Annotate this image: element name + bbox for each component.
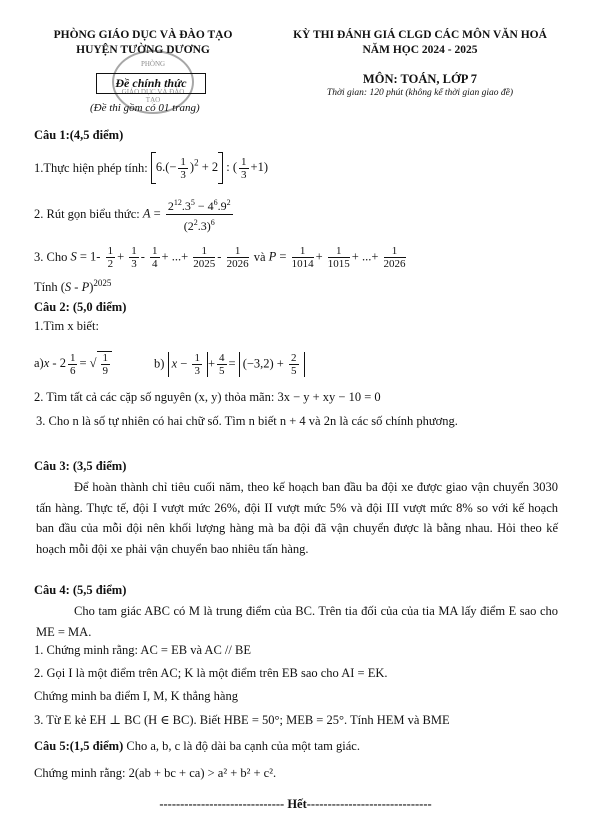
q1-part1-label: 1.Thực hiện phép tính: <box>34 160 148 175</box>
q5-line <box>34 739 360 754</box>
q1-s-expression: S = 1- $\frac{1}{2}$ + $\frac{1}{3}$ - $\frac{1}{4}$ + ...+ $\frac{1}{2025}$ - $\frac{1}{2026}$ <box>70 244 249 270</box>
q2-b-expression: b) x − $\frac{1}{3}$ + $\frac{4}{5}$ = (−3,2) + $\frac{2}{5}$ <box>154 352 304 377</box>
q1-title: Câu 1:(4,5 điểm) <box>34 128 124 142</box>
q1-compute-label: Tính <box>34 280 58 295</box>
q2-part2: 2. Tìm tất cả các cặp số nguyên (x, y) thỏa mãn: 3x − y + xy − 10 = 0 <box>34 390 381 404</box>
q2-title: Câu 2: (5,0 điểm) <box>34 300 127 314</box>
q4-part3: 3. Từ E kẻ EH ⊥ BC (H ∈ BC). Biết HBE = 50°; MEB = 25°. Tính HEM và BME <box>34 713 450 727</box>
stamp-text-mid: GIÁO DỤC VÀ ĐÀO TẠO <box>121 88 185 104</box>
q1-and-word: và <box>253 249 266 264</box>
school-year: NĂM HỌC 2024 - 2025 <box>362 44 478 56</box>
q5-prove: Chứng minh rằng: 2(ab + bc + ca) > a² + b² + c². <box>34 766 277 780</box>
q1-p-expression: P = $\frac{1}{1014}$ + $\frac{1}{1015}$ + ...+ $\frac{1}{2026}$ <box>268 244 406 270</box>
q2-a-expression: a)x - 2 $\frac{1}{6}$ = √ $\frac{1}{9}$ <box>34 351 112 377</box>
q1-part1 <box>34 148 268 188</box>
subject-title: MÔN: TOÁN, LỚP 7 <box>362 72 478 86</box>
q3-body: Để hoàn thành chỉ tiêu cuối năm, theo kế hoạch ban đầu ba đội xe được giao vận chuyển 3030 tấn hàng. Thực tế, đội I vượt mức 26%, đội II vượt mức 5% và đội III vượt mức 8% so với kế hoạch ban đầu của mỗi đội nên khối lượng hàng mà ba đội đã vận chuyển được là bằng nhau. Hỏi theo kế hoạch mỗi đội xe phải vận chuyển bao nhiêu tấn hàng. <box>36 480 558 556</box>
q1-part2 <box>34 193 235 235</box>
q4-part1: 1. Chứng minh rằng: AC = EB và AC // BE <box>34 643 251 657</box>
q2-part3: 3. Cho n là số tự nhiên có hai chữ số. Tìm n biết n + 4 và 2n là các số chính phương. <box>36 414 458 428</box>
stamp-text-top: PHÒNG <box>140 60 166 68</box>
q4-part2-prove: Chứng minh ba điểm I, M, K thẳng hàng <box>34 689 238 703</box>
end-marker: ------------------------------ Hết------------------------------ <box>159 797 432 811</box>
q4-intro: Cho tam giác ABC có M là trung điểm của BC. Trên tia đối của của tia MA lấy điểm E sao cho ME = MA. <box>36 604 558 639</box>
q1-compute-expression: (S - P)$^{2025}$ <box>60 278 112 295</box>
q2-part1-label: 1.Tìm x biết: <box>34 319 99 333</box>
q5-title: Câu 5:(1,5 điểm) <box>34 739 124 753</box>
header-right <box>255 28 585 99</box>
district-name: HUYỆN TƯỜNG DƯƠNG <box>76 44 210 56</box>
q1-part3-compute <box>34 278 111 295</box>
q5-intro: Cho a, b, c là độ dài ba cạnh của một tam giác. <box>126 739 360 753</box>
q2-part1 <box>34 346 305 382</box>
q1-part3 <box>34 240 408 274</box>
q1-calc-expression: 6.(− $\frac{1}{3}$ )$^2$ + 2 : ( $\frac{1}{3}$ +1) <box>151 152 268 184</box>
q1-part2-label: 2. Rút gọn biểu thức: <box>34 206 140 221</box>
time-note: Thời gian: 120 phút (không kể thời gian giao đề) <box>326 88 514 98</box>
q4-part2: 2. Gọi I là một điểm trên AC; K là một điểm trên EB sao cho AI = EK. <box>34 666 388 680</box>
official-exam-label: Đề chính thức <box>96 73 206 94</box>
q1-part3-label: 3. Cho <box>34 249 68 264</box>
q3-title: Câu 3: (3,5 điểm) <box>34 459 127 473</box>
q1-reduce-expression: A = $\frac{2^{12}.3^5 - 4^6.9^2}{(2^2.3)^6}$ <box>143 195 235 234</box>
exam-title: KỲ THI ĐÁNH GIÁ CLGD CÁC MÔN VĂN HOÁ <box>293 29 547 41</box>
department-name: PHÒNG GIÁO DỤC VÀ ĐÀO TẠO <box>53 29 233 41</box>
q4-title: Câu 4: (5,5 điểm) <box>34 583 127 597</box>
page-count-note: (Đề thi gồm có 01 trang) <box>90 102 200 114</box>
